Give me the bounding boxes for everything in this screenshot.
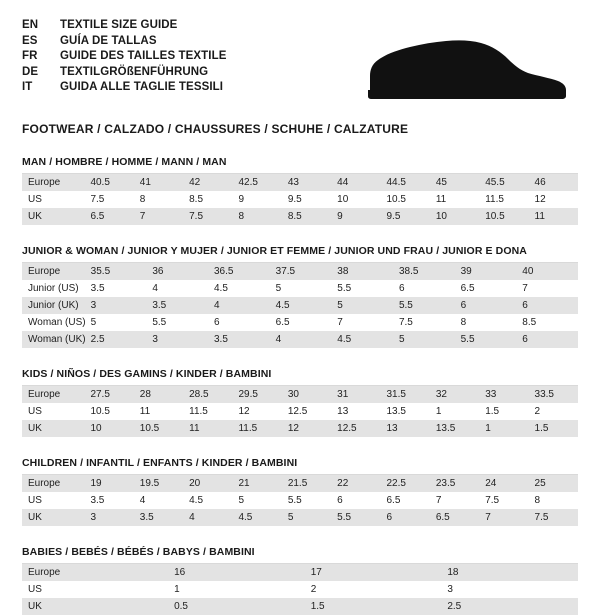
size-cell: 10.5 [381, 191, 430, 208]
table-row [22, 475, 578, 492]
size-cell: 20 [183, 475, 232, 492]
size-cell: 23.5 [430, 475, 479, 492]
size-cell: 12 [232, 403, 281, 420]
size-cell: 4 [146, 280, 208, 297]
size-table [22, 386, 578, 437]
category-title: FOOTWEAR / CALZADO / CHAUSSURES / SCHUHE / CALZATURE [22, 122, 409, 136]
size-cell: 36.5 [208, 263, 270, 280]
size-cell: 8 [134, 191, 183, 208]
size-cell: 13.5 [430, 420, 479, 437]
size-cell: 3 [84, 509, 133, 526]
size-cell: 18 [441, 564, 578, 581]
size-cell: 39 [455, 263, 517, 280]
size-cell: 6 [516, 331, 578, 348]
size-cell: 6 [516, 297, 578, 314]
size-cell: 1.5 [305, 598, 442, 615]
size-cell: 10.5 [134, 420, 183, 437]
table-row [22, 386, 578, 403]
table-row [22, 331, 578, 348]
size-cell: 21 [232, 475, 281, 492]
size-cell: 8 [232, 208, 281, 225]
size-table [22, 174, 578, 225]
size-cell: 42.5 [232, 174, 281, 191]
size-cell: 40 [516, 263, 578, 280]
size-cell: 10.5 [84, 403, 133, 420]
size-cell: 11 [430, 191, 479, 208]
table-row [22, 297, 578, 314]
table-row [22, 509, 578, 526]
size-cell: 17 [305, 564, 442, 581]
header [22, 18, 578, 106]
size-cell: 5.5 [393, 297, 455, 314]
dress-shoe-icon [362, 26, 572, 106]
section-title: MAN / HOMBRE / HOMME / MANN / MAN [22, 156, 578, 174]
size-cell: 8.5 [282, 208, 331, 225]
size-cell: 5 [85, 314, 147, 331]
size-cell: 6.5 [430, 509, 479, 526]
size-cell: 4 [134, 492, 183, 509]
size-cell: 8 [455, 314, 517, 331]
size-cell: 9 [232, 191, 281, 208]
language-code: FR [22, 50, 38, 62]
size-cell: 3 [85, 297, 147, 314]
table-row [22, 174, 578, 191]
size-cell: 12 [282, 420, 331, 437]
size-cell: 35.5 [85, 263, 147, 280]
size-cell: 12.5 [331, 420, 380, 437]
row-label: Europe [22, 475, 84, 492]
size-cell: 10 [84, 420, 133, 437]
size-cell: 1 [168, 581, 305, 598]
size-cell: 36 [146, 263, 208, 280]
section-title: KIDS / NIÑOS / DES GAMINS / KINDER / BAMBINI [22, 368, 578, 386]
size-cell: 31 [331, 386, 380, 403]
size-cell: 7 [516, 280, 578, 297]
language-title: TEXTILGRÖßENFÜHRUNG [60, 65, 209, 78]
size-cell: 33 [479, 386, 528, 403]
size-cell: 4 [270, 331, 332, 348]
size-cell: 8.5 [183, 191, 232, 208]
size-cell: 1.5 [479, 403, 528, 420]
size-cell: 4.5 [331, 331, 393, 348]
language-row [22, 18, 227, 34]
size-cell: 44 [331, 174, 380, 191]
size-cell: 10.5 [479, 208, 528, 225]
size-cell: 4.5 [270, 297, 332, 314]
size-cell: 33.5 [529, 386, 578, 403]
size-cell: 19 [84, 475, 133, 492]
size-cell: 24 [479, 475, 528, 492]
size-cell: 2 [529, 403, 578, 420]
size-cell: 40.5 [84, 174, 133, 191]
size-cell: 5 [270, 280, 332, 297]
language-code: DE [22, 65, 39, 78]
size-table [22, 475, 578, 526]
size-cell: 4.5 [208, 280, 270, 297]
size-cell: 21.5 [282, 475, 331, 492]
sections-host [22, 156, 578, 615]
size-cell: 43 [282, 174, 331, 191]
size-cell: 7 [430, 492, 479, 509]
size-cell: 41 [134, 174, 183, 191]
size-cell: 4 [208, 297, 270, 314]
size-cell: 3.5 [134, 509, 183, 526]
size-table [22, 564, 578, 615]
size-cell: 38.5 [393, 263, 455, 280]
size-cell: 30 [282, 386, 331, 403]
size-cell: 46 [529, 174, 578, 191]
row-label: UK [22, 208, 84, 225]
size-cell: 5.5 [331, 509, 380, 526]
row-label: US [22, 581, 168, 598]
size-cell: 37.5 [270, 263, 332, 280]
size-cell: 6 [331, 492, 380, 509]
row-label: Woman (US) [22, 314, 85, 331]
size-cell: 11 [183, 420, 232, 437]
size-cell: 6.5 [270, 314, 332, 331]
table-row [22, 564, 578, 581]
size-cell: 13 [331, 403, 380, 420]
size-cell: 7.5 [183, 208, 232, 225]
size-cell: 11.5 [479, 191, 528, 208]
size-cell: 7.5 [529, 509, 578, 526]
size-cell: 28.5 [183, 386, 232, 403]
row-label: US [22, 191, 84, 208]
size-cell: 5 [282, 509, 331, 526]
size-cell: 45 [430, 174, 479, 191]
section-title: BABIES / BEBÉS / BÉBÉS / BABYS / BAMBINI [22, 546, 578, 564]
language-row [22, 49, 227, 65]
row-label: UK [22, 598, 168, 615]
size-section-children [22, 457, 578, 526]
size-cell: 42 [183, 174, 232, 191]
language-title-list [22, 18, 227, 96]
table-row [22, 598, 578, 615]
size-cell: 3 [146, 331, 208, 348]
row-label: Europe [22, 174, 84, 191]
size-cell: 4.5 [183, 492, 232, 509]
size-cell: 13 [381, 420, 430, 437]
size-cell: 8.5 [516, 314, 578, 331]
size-cell: 12 [529, 191, 578, 208]
size-cell: 5.5 [146, 314, 208, 331]
size-cell: 6 [455, 297, 517, 314]
size-section-kids [22, 368, 578, 437]
size-cell: 3.5 [146, 297, 208, 314]
size-cell: 22 [331, 475, 380, 492]
size-cell: 19.5 [134, 475, 183, 492]
language-title: GUIDA ALLE TAGLIE TESSILI [60, 81, 224, 93]
table-row [22, 492, 578, 509]
size-cell: 9.5 [381, 208, 430, 225]
table-row [22, 581, 578, 598]
size-cell: 11.5 [232, 420, 281, 437]
table-row [22, 420, 578, 437]
row-label: Junior (UK) [22, 297, 85, 314]
size-cell: 1 [479, 420, 528, 437]
size-cell: 38 [331, 263, 393, 280]
size-cell: 11.5 [183, 403, 232, 420]
size-cell: 5 [393, 331, 455, 348]
size-cell: 16 [168, 564, 305, 581]
section-title: CHILDREN / INFANTIL / ENFANTS / KINDER / BAMBINI [22, 457, 578, 475]
section-title: JUNIOR & WOMAN / JUNIOR Y MUJER / JUNIOR ET FEMME / JUNIOR UND FRAU / JUNIOR E DONA [22, 245, 578, 263]
table-row [22, 280, 578, 297]
size-cell: 8 [529, 492, 578, 509]
size-cell: 2.5 [85, 331, 147, 348]
size-cell: 7 [331, 314, 393, 331]
size-cell: 3.5 [208, 331, 270, 348]
size-cell: 9.5 [282, 191, 331, 208]
language-row [22, 65, 227, 81]
language-code: EN [22, 19, 39, 31]
size-cell: 27.5 [84, 386, 133, 403]
size-cell: 10 [331, 191, 380, 208]
size-cell: 22.5 [381, 475, 430, 492]
size-cell: 7.5 [479, 492, 528, 509]
row-label: Europe [22, 386, 84, 403]
size-cell: 32 [430, 386, 479, 403]
size-cell: 2.5 [441, 598, 578, 615]
size-cell: 2 [305, 581, 442, 598]
size-cell: 7 [134, 208, 183, 225]
size-cell: 12.5 [282, 403, 331, 420]
size-cell: 1 [430, 403, 479, 420]
row-label: Junior (US) [22, 280, 85, 297]
table-row [22, 403, 578, 420]
size-cell: 13.5 [381, 403, 430, 420]
size-cell: 5.5 [282, 492, 331, 509]
language-code: ES [22, 34, 38, 47]
size-cell: 29.5 [232, 386, 281, 403]
size-cell: 5.5 [331, 280, 393, 297]
size-section-man [22, 156, 578, 225]
size-cell: 9 [331, 208, 380, 225]
size-table [22, 263, 578, 348]
size-cell: 28 [134, 386, 183, 403]
size-cell: 3.5 [84, 492, 133, 509]
size-cell: 31.5 [381, 386, 430, 403]
size-cell: 6.5 [381, 492, 430, 509]
language-title: TEXTILE SIZE GUIDE [60, 19, 178, 31]
language-title: GUIDE DES TAILLES TEXTILE [60, 50, 227, 62]
size-cell: 11 [529, 208, 578, 225]
language-code: IT [22, 81, 33, 93]
size-cell: 3 [441, 581, 578, 598]
size-cell: 6.5 [84, 208, 133, 225]
size-cell: 1.5 [529, 420, 578, 437]
size-cell: 7.5 [393, 314, 455, 331]
size-cell: 5 [331, 297, 393, 314]
size-cell: 7 [479, 509, 528, 526]
row-label: US [22, 492, 84, 509]
size-cell: 10 [430, 208, 479, 225]
size-cell: 3.5 [85, 280, 147, 297]
size-cell: 7.5 [84, 191, 133, 208]
size-cell: 5 [232, 492, 281, 509]
size-cell: 4.5 [232, 509, 281, 526]
size-cell: 4 [183, 509, 232, 526]
language-row [22, 80, 227, 96]
row-label: UK [22, 509, 84, 526]
table-row [22, 314, 578, 331]
size-section-junior-woman [22, 245, 578, 348]
row-label: Europe [22, 263, 85, 280]
table-row [22, 263, 578, 280]
language-title: GUÍA DE TALLAS [60, 34, 157, 47]
size-cell: 45.5 [479, 174, 528, 191]
language-row [22, 34, 227, 50]
size-cell: 5.5 [455, 331, 517, 348]
row-label: UK [22, 420, 84, 437]
size-cell: 6 [393, 280, 455, 297]
size-section-babies [22, 546, 578, 615]
row-label: Woman (UK) [22, 331, 85, 348]
size-cell: 44.5 [381, 174, 430, 191]
row-label: Europe [22, 564, 168, 581]
size-cell: 0.5 [168, 598, 305, 615]
size-cell: 25 [529, 475, 578, 492]
row-label: US [22, 403, 84, 420]
table-row [22, 208, 578, 225]
size-cell: 6 [381, 509, 430, 526]
size-cell: 11 [134, 403, 183, 420]
table-row [22, 191, 578, 208]
size-cell: 6 [208, 314, 270, 331]
size-cell: 6.5 [455, 280, 517, 297]
